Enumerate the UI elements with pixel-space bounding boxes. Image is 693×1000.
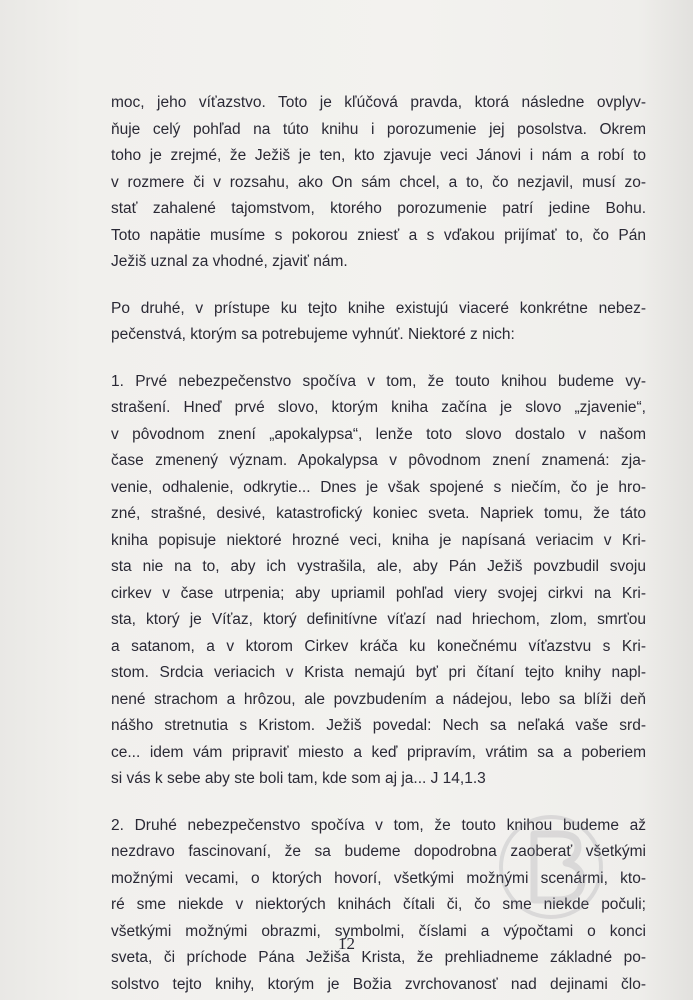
text-line: venie, odhalenie, odkrytie... Dnes je však spojené s niečím, čo je hro- — [111, 478, 646, 496]
text-line: nášho stretnutia s Kristom. Ježiš povedal: Nech sa neľaká vaše srd- — [111, 717, 646, 734]
text-line: zné, strašné, desivé, katastrofický koniec sveta. Napriek tomu, že táto — [111, 505, 646, 522]
text-line: sta, ktorý je Víťaz, ktorý definitívne víťazí nad hriechom, zlom, smrťou — [111, 611, 646, 628]
text-line: Po druhé, v prístupe ku tejto knihe existujú viaceré konkrétne nebez- — [111, 299, 646, 317]
text-line: ré sme niekde v niektorých knihách čítali či, čo sme niekde počuli; — [111, 896, 646, 913]
text-line: v pôvodnom znení „apokalypsa“, lenže toto slovo dostalo v našom — [111, 425, 646, 443]
paragraph-1 — [111, 90, 646, 276]
text-line: a satanom, a v ktorom Cirkev kráča ku konečnému víťazstvu s Kri- — [111, 637, 646, 655]
text-line: Toto napätie musíme s pokorou zniesť a s vďakou prijímať to, čo Pán — [111, 226, 646, 244]
text-line: strašení. Hneď prvé slovo, ktorým kniha začína je slovo „zjavenie“, — [111, 399, 646, 416]
text-line: v rozmere či v rozsahu, ako On sám chcel, a to, čo nezjavil, musí zo- — [111, 173, 646, 191]
page-number: 12 — [338, 934, 355, 953]
text-line: cirkev v čase utrpenia; aby upriamil pohľad viery svojej cirkvi na Kri- — [111, 584, 646, 602]
text-line: pečenstvá, ktorým sa potrebujeme vyhnúť. Niektoré z nich: — [111, 326, 515, 343]
text-line: Ježiš uznal za vhodné, zjaviť nám. — [111, 253, 348, 270]
text-line: sveta, či príchode Pána Ježiša Krista, že prehliadneme základné po- — [111, 949, 646, 966]
text-line: čase zmenený význam. Apokalypsa v pôvodnom znení znamená: zja- — [111, 452, 646, 469]
text-line: ce... idem vám pripraviť miesto a keď pripravím, vrátim sa a poberiem — [111, 743, 646, 761]
text-line: sta nie na to, aby ich vystrašila, ale, aby Pán Ježiš povzbudil svoju — [111, 558, 646, 575]
text-line: solstvo tejto knihy, ktorým je Božia zvrchovanosť nad dejinami člo- — [111, 975, 646, 993]
text-line: stom. Srdcia veriacich v Krista nemajú byť pri čítaní tejto knihy napl- — [111, 664, 646, 681]
text-line: moc, jeho víťazstvo. Toto je kľúčová pravda, ktorá následne ovplyv- — [111, 94, 646, 111]
text-line: kniha popisuje niektoré hrozné veci, kniha je napísaná veriacim v Kri- — [111, 531, 646, 549]
text-line: 1. Prvé nebezpečenstvo spočíva v tom, že touto knihou budeme vy- — [111, 372, 646, 390]
text-line: nené strachom a hrôzou, ale povzbudením a nádejou, lebo sa blíži deň — [111, 690, 646, 708]
text-line: ňuje celý pohľad na túto knihu i porozumenie jej posolstva. Okrem — [111, 120, 646, 138]
text-line: nezdravo fascinovaní, že sa budeme dopodrobna zaoberať všetkými — [111, 843, 646, 860]
watermark-logo — [496, 812, 606, 922]
paragraph-2 — [111, 296, 646, 349]
text-line: možnými vecami, o ktorých hovorí, všetkými možnými scenármi, kto- — [111, 869, 646, 887]
text-line: si vás k sebe aby ste boli tam, kde som aj ja... J 14,1.3 — [111, 770, 486, 787]
paragraph-3 — [111, 369, 646, 793]
text-line: všetkými možnými obrazmi, symbolmi, číslami a výpočtami o konci — [111, 922, 646, 940]
text-line: 2. Druhé nebezpečenstvo spočíva v tom, že touto knihou budeme až — [111, 816, 646, 834]
text-line: stať zahalené tajomstvom, ktorého porozumenie patrí jedine Bohu. — [111, 200, 646, 217]
text-line: toho je zrejmé, že Ježiš je ten, kto zjavuje veci Jánovi i nám a robí to — [111, 147, 646, 164]
